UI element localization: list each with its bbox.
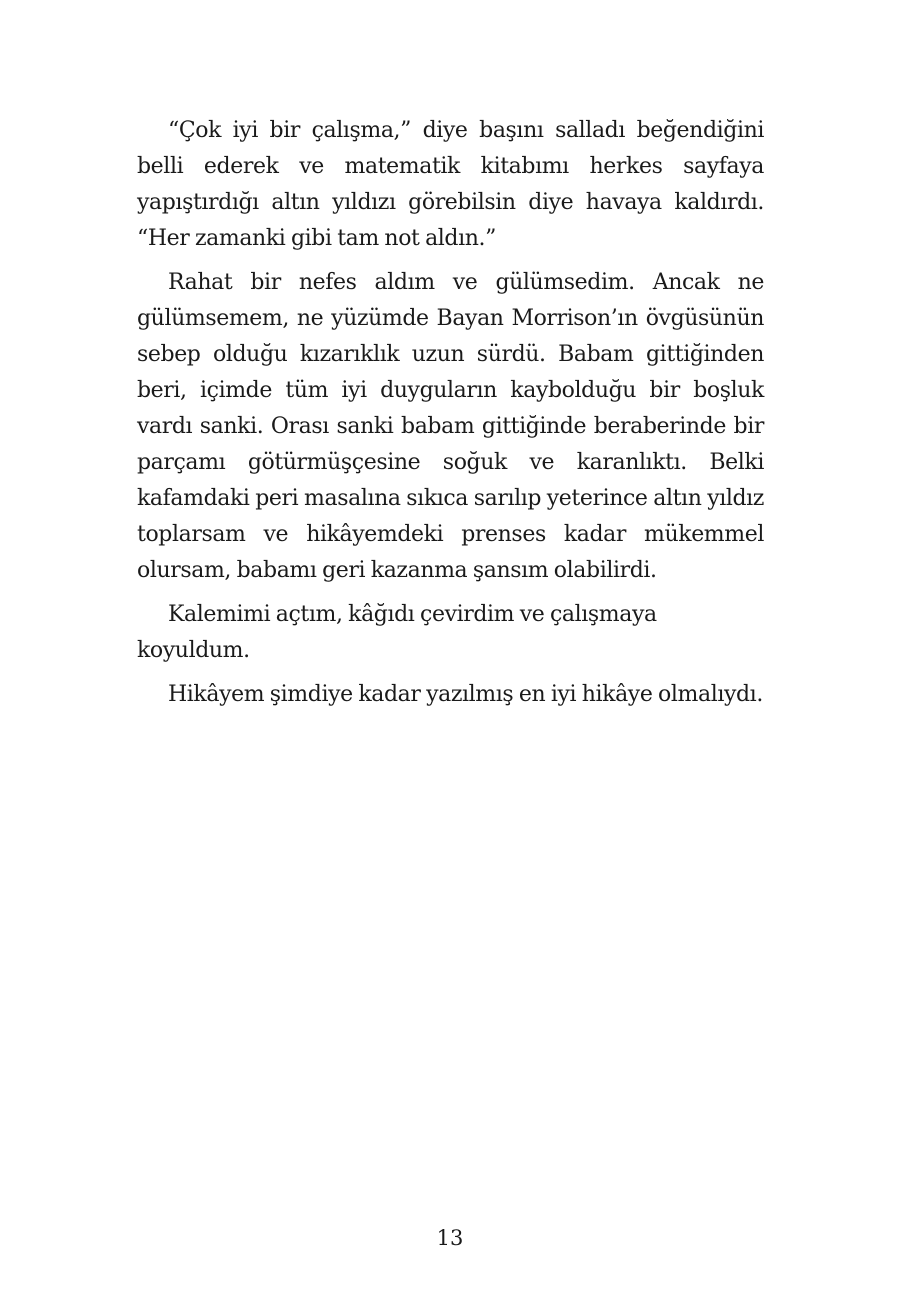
paragraph-2: Rahat bir nefes aldım ve gülümsedim. Ancak ne gülümsemem, ne yüzümde Bayan Morrison’ın övgüsünün sebep olduğu kızarıklık uzun sürdü. Babam gittiğinden beri, içimde tüm iyi duyguların kaybolduğu bir boşluk vardı sanki. Orası sanki babam gittiğinde beraberinde bir parçamı götürmüşçesine soğuk ve karanlıktı. Belki kafamdaki peri masalına sıkıca sarılıp yeterince altın yıldız toplarsam ve hikâyemdeki prenses kadar mükemmel olursam, babamı geri kazanma şansım olabilirdi. — [137, 270, 764, 583]
paragraph-3: Kalemimi açtım, kâğıdı çevirdim ve çalışmaya koyuldum. — [137, 602, 657, 663]
paragraph-4: Hikâyem şimdiye kadar yazılmış en iyi hikâye olmalıydı. — [168, 682, 763, 707]
paragraph-1: “Çok iyi bir çalışma,” diye başını salladı beğendiğini belli ederek ve matematik kitabımı herkes sayfaya yapıştırdığı altın yıldızı görebilsin diye havaya kaldırdı. “Her zamanki gibi tam not aldın.” — [137, 118, 764, 251]
body-text — [137, 113, 764, 721]
page-number: 13 — [436, 1226, 464, 1250]
